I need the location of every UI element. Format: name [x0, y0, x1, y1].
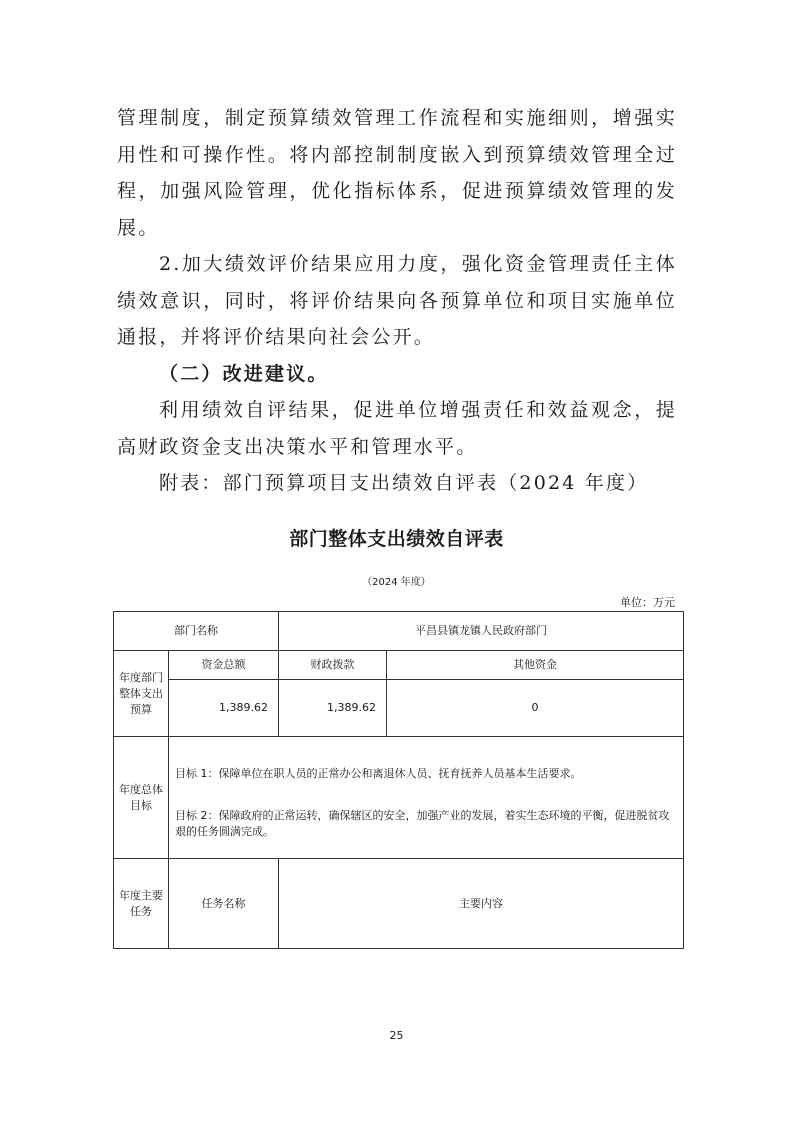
body-paragraph-2: 2.加大绩效评价结果应用力度，强化资金管理责任主体绩效意识，同时，将评价结果向各预算单位和项目实施单位通报，并将评价结果向社会公开。	[117, 253, 677, 348]
appendix-note: 附表：部门预算项目支出绩效自评表（2024 年度）	[159, 472, 649, 494]
table-row	[114, 737, 684, 859]
total-value: 1,389.62	[169, 680, 279, 737]
col-other-header: 其他资金	[387, 651, 684, 680]
fiscal-value: 1,389.62	[279, 680, 387, 737]
self-evaluation-table	[113, 611, 684, 949]
table-row	[114, 651, 684, 680]
table-title: 部门整体支出绩效自评表	[289, 528, 504, 550]
task-name-header: 任务名称	[169, 859, 279, 949]
section-heading: （二）改进建议。	[159, 363, 329, 385]
page-number: 25	[389, 1029, 404, 1042]
task-label: 年度主要任务	[114, 859, 169, 949]
table-row	[114, 859, 684, 949]
table-row	[114, 612, 684, 651]
goal-content	[169, 737, 684, 859]
table-row	[114, 680, 684, 737]
unit-label: 单位：万元	[620, 596, 675, 609]
goal-2: 目标 2：保障政府的正常运转，确保辖区的安全，加强产业的发展，着实生态环境的平衡，促进脱贫攻艰的任务圆满完成。	[175, 808, 670, 838]
goal-label: 年度总体目标	[114, 737, 169, 859]
col-fiscal-header: 财政拨款	[279, 651, 387, 680]
budget-label: 年度部门整体支出预算	[114, 651, 169, 737]
body-paragraph-3: 利用绩效自评结果，促进单位增强责任和效益观念，提高财政资金支出决策水平和管理水平。	[117, 399, 677, 458]
task-content-header: 主要内容	[279, 859, 684, 949]
other-value: 0	[387, 680, 684, 737]
dept-name-label: 部门名称	[114, 612, 279, 651]
table-subtitle: （2024 年度）	[362, 577, 431, 588]
col-total-header: 资金总额	[169, 651, 279, 680]
goal-1: 目标 1：保障单位在职人员的正常办公和离退休人员、抚育抚养人员基本生活要求。	[175, 766, 582, 780]
body-paragraph-1: 管理制度，制定预算绩效管理工作流程和实施细则，增强实用性和可操作性。将内部控制制度嵌入到预算绩效管理全过程，加强风险管理，优化指标体系，促进预算绩效管理的发展。	[117, 107, 677, 239]
dept-name-value: 平昌县镇龙镇人民政府部门	[279, 612, 684, 651]
